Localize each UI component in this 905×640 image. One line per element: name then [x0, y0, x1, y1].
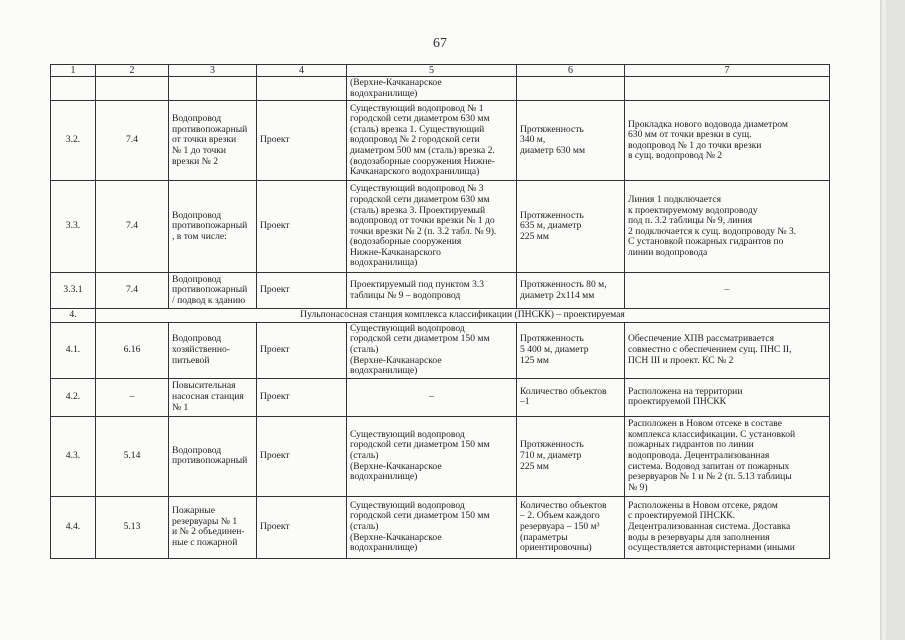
- row-status: Проект: [257, 416, 347, 496]
- row-note: Расположена на территории проектируемой ПНСКК: [625, 378, 830, 416]
- row-ref: 6.16: [96, 322, 169, 378]
- header-cell: 2: [96, 65, 169, 77]
- row-name: Водопровод противопожарный , в том числе:: [169, 181, 257, 273]
- row-characteristics: Протяженность 5 400 м, диаметр 125 мм: [517, 322, 625, 378]
- row-ref: 7.4: [96, 101, 169, 181]
- row-name: Водопровод хозяйственно- питьевой: [169, 322, 257, 378]
- header-cell: 7: [625, 65, 830, 77]
- scan-edge: [886, 0, 905, 640]
- row-description: Существующий водопровод городской сети диаметром 150 мм (сталь) (Верхне-Качканарское водохранилище): [347, 496, 517, 558]
- row-description: –: [347, 378, 517, 416]
- row-number: 4.4.: [51, 496, 96, 558]
- header-cell: 4: [257, 65, 347, 77]
- row-note: Обеспечение ХПВ рассматривается совместно с обеспечением сущ. ПНС II, ПСН III и проект. КС № 2: [625, 322, 830, 378]
- section-title: Пульпонасосная станция комплекса классификации (ПНСКК) – проектируемая: [96, 309, 830, 323]
- row-note: Линия 1 подключается к проектируемому водопроводу под п. 3.2 таблицы № 9, линия 2 подключается к сущ. водопроводу № 3. С установкой пожарных гидрантов по линии водопровода: [625, 181, 830, 273]
- header-cell: 1: [51, 65, 96, 77]
- row-characteristics: Протяженность 340 м, диаметр 630 мм: [517, 101, 625, 181]
- row-name: Водопровод противопожарный: [169, 416, 257, 496]
- section-row: [51, 309, 830, 323]
- section-number: 4.: [51, 309, 96, 323]
- row-name: Пожарные резервуары № 1 и № 2 объединен- ные с пожарной: [169, 496, 257, 558]
- row-status: Проект: [257, 101, 347, 181]
- table-row: [51, 273, 830, 309]
- row-number: 4.3.: [51, 416, 96, 496]
- row-ref: 7.4: [96, 273, 169, 309]
- header-cell: 6: [517, 65, 625, 77]
- table-row: [51, 496, 830, 558]
- row-characteristics: Количество объектов – 2. Объем каждого резервуара – 150 м³ (параметры ориентировочны): [517, 496, 625, 558]
- row-number: 3.3.: [51, 181, 96, 273]
- table-header-row: [51, 65, 830, 77]
- row-number: 4.2.: [51, 378, 96, 416]
- row-status: Проект: [257, 322, 347, 378]
- table-row: [51, 322, 830, 378]
- row-characteristics: Протяженность 710 м, диаметр 225 мм: [517, 416, 625, 496]
- row-note: Расположены в Новом отсеке, рядом с проектируемой ПНСКК. Децентрализованная система. Доставка воды в резервуары для заполнения осуществляется автоцистернами (иными: [625, 496, 830, 558]
- header-cell: 5: [347, 65, 517, 77]
- row-status: Проект: [257, 496, 347, 558]
- row-characteristics: Протяженность 635 м, диаметр 225 мм: [517, 181, 625, 273]
- row-note: Расположен в Новом отсеке в составе комплекса классификации. С установкой пожарных гидрантов по линии водопровода. Децентрализованная система. Водовод запитан от пожарных резервуаров № 1 и № 2 (п. 5.13 таблицы № 9): [625, 416, 830, 496]
- water-supply-table: [50, 64, 830, 559]
- row-ref: 5.13: [96, 496, 169, 558]
- page-number: 67: [433, 36, 447, 51]
- row-status: Проект: [257, 273, 347, 309]
- row-description: Существующий водопровод № 3 городской сети диаметром 630 мм (сталь) врезка 3. Проектируемый водопровод от точки врезки № 1 до точки врезки № 2 (п. 3.2 табл. № 9). (водозаборные сооружения Нижне-Качканарского водохранилища): [347, 181, 517, 273]
- row-ref: 5.14: [96, 416, 169, 496]
- table-row: [51, 101, 830, 181]
- row-description: Существующий водопровод городской сети диаметром 150 мм (сталь) (Верхне-Качканарское водохранилище): [347, 416, 517, 496]
- row-ref: 7.4: [96, 181, 169, 273]
- row-number: 4.1.: [51, 322, 96, 378]
- table-row: [51, 416, 830, 496]
- table-row: [51, 181, 830, 273]
- row-name: Повысительная насосная станция № 1: [169, 378, 257, 416]
- row-characteristics: Количество объектов –1: [517, 378, 625, 416]
- row-number: 3.2.: [51, 101, 96, 181]
- row-status: Проект: [257, 378, 347, 416]
- table-row: [51, 378, 830, 416]
- row-name: Водопровод противопожарный от точки врезки № 1 до точки врезки № 2: [169, 101, 257, 181]
- row-description: Существующий водопровод № 1 городской сети диаметром 630 мм (сталь) врезка 1. Существующий водопровод № 2 городской сети диаметром 500 мм (сталь) врезка 2. (водозаборные сооружения Нижне- Качканарского водохранилища): [347, 101, 517, 181]
- table-row: [51, 77, 830, 101]
- row-note: Прокладка нового водовода диаметром 630 мм от точки врезки в сущ. водопровод № 1 до точки врезки в сущ. водопровод № 2: [625, 101, 830, 181]
- row-description: Существующий водопровод городской сети диаметром 150 мм (сталь) (Верхне-Качканарское водохранилище): [347, 322, 517, 378]
- header-cell: 3: [169, 65, 257, 77]
- row-ref: –: [96, 378, 169, 416]
- row-description: (Верхне-Качканарское водохранилище): [347, 77, 517, 101]
- row-name: Водопровод противопожарный / подвод к зданию: [169, 273, 257, 309]
- row-note: –: [625, 273, 830, 309]
- row-number: 3.3.1: [51, 273, 96, 309]
- row-status: Проект: [257, 181, 347, 273]
- row-characteristics: Протяженность 80 м, диаметр 2х114 мм: [517, 273, 625, 309]
- row-description: Проектируемый под пунктом 3.3 таблицы № 9 – водопровод: [347, 273, 517, 309]
